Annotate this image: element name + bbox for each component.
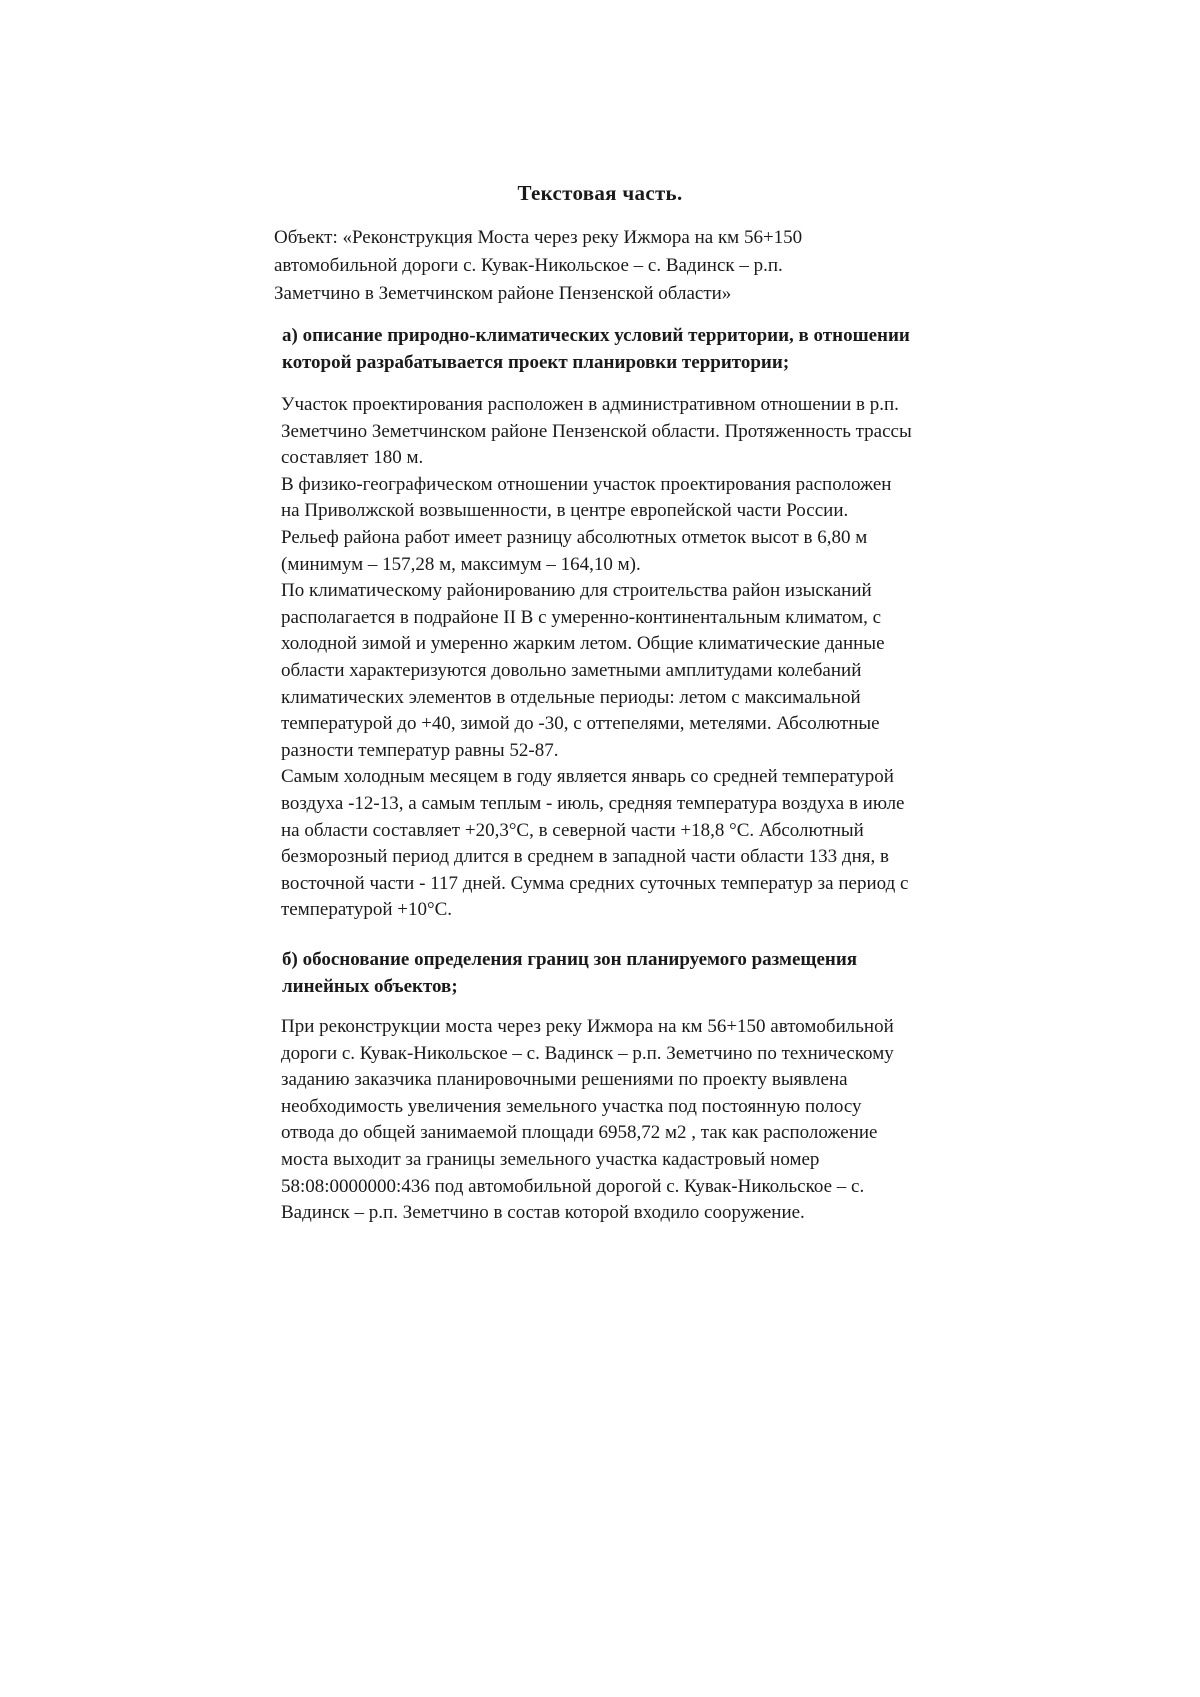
section-a-line: климатических элементов в отдельные периоды: летом с максимальной [281, 686, 861, 708]
section-a-line: Самым холодным месяцем в году является январь со средней температурой [281, 766, 894, 788]
section-a-line: разности температур равны 52-87. [281, 739, 559, 761]
section-a-line: В физико-географическом отношении участок проектирования расположен [281, 473, 892, 495]
section-a-heading-line: которой разрабатывается проект планировки территории; [282, 352, 790, 373]
object-line: Объект: «Реконструкция Моста через реку Ижмора на км 56+150 [274, 227, 803, 248]
section-b-heading [282, 946, 1062, 1000]
section-a-line: холодной зимой и умеренно жарким летом. Общие климатические данные [281, 633, 885, 655]
section-b-line: Вадинск – р.п. Земетчино в состав которой входило сооружение. [281, 1202, 805, 1224]
section-a-line: восточной части - 117 дней. Сумма средних суточных температур за период с [281, 872, 909, 894]
section-a-line: на области составляет +20,3°С, в северной части +18,8 °С. Абсолютный [281, 819, 864, 841]
section-b-heading-line: линейных объектов; [282, 976, 458, 997]
section-b-line: При реконструкции моста через реку Ижмора на км 56+150 автомобильной [281, 1016, 894, 1037]
section-b-body [281, 1014, 1081, 1227]
section-b-line: отвода до общей занимаемой площади 6958,72 м2 , так как расположение [281, 1122, 878, 1144]
section-a-heading-line: а) описание природно-климатических условий территории, в отношении [282, 325, 910, 346]
object-line: Заметчино в Земетчинском районе Пензенской области» [274, 283, 732, 304]
section-b-heading-line: б) обоснование определения границ зон планируемого размещения [282, 949, 858, 970]
object-line: автомобильной дороги с. Кувак-Никольское – с. Вадинск – р.п. [274, 255, 783, 276]
section-a-line: области характеризуются довольно заметными амплитудами колебаний [281, 659, 862, 681]
section-b-line: необходимость увеличения земельного участка под постоянную полосу [281, 1095, 862, 1117]
section-a-line: Участок проектирования расположен в административном отношении в р.п. [281, 394, 899, 415]
section-b-line: заданию заказчика планировочными решениями по проекту выявлена [281, 1069, 848, 1091]
section-a-line: на Приволжской возвышенности, в центре европейской части России. [281, 500, 849, 522]
section-b-line: 58:08:0000000:436 под автомобильной дорогой с. Кувак-Никольское – с. [281, 1175, 865, 1197]
section-a-body [281, 392, 1081, 924]
section-a-line: составляет 180 м. [281, 447, 424, 469]
section-a-heading [282, 322, 1062, 376]
section-a-line: воздуха -12-13, а самым теплым - июль, средняя температура воздуха в июле [281, 792, 905, 814]
section-a-line: Рельеф района работ имеет разницу абсолютных отметок высот в 6,80 м [281, 526, 868, 548]
section-a-line: температурой +10°С. [281, 899, 453, 921]
section-a-line: Земетчино Земетчинском районе Пензенской области. Протяженность трассы [281, 420, 912, 442]
section-a-line: располагается в подрайоне II В с умеренно-континентальным климатом, с [281, 606, 882, 628]
section-a-line: безморозный период длится в среднем в западной части области 133 дня, в [281, 846, 889, 868]
object-description [274, 224, 964, 308]
section-b-line: моста выходит за границы земельного участка кадастровый номер [281, 1148, 820, 1170]
section-a-line: (минимум – 157,28 м, максимум – 164,10 м). [281, 553, 641, 575]
section-a-line: температурой до +40, зимой до -30, с оттепелями, метелями. Абсолютные [281, 713, 880, 735]
document-title: Текстовая часть. [517, 181, 683, 205]
section-b-line: дороги с. Кувак-Никольское – с. Вадинск – р.п. Земетчино по техническому [281, 1042, 894, 1064]
section-a-line: По климатическому районированию для строительства район изысканий [281, 580, 872, 602]
